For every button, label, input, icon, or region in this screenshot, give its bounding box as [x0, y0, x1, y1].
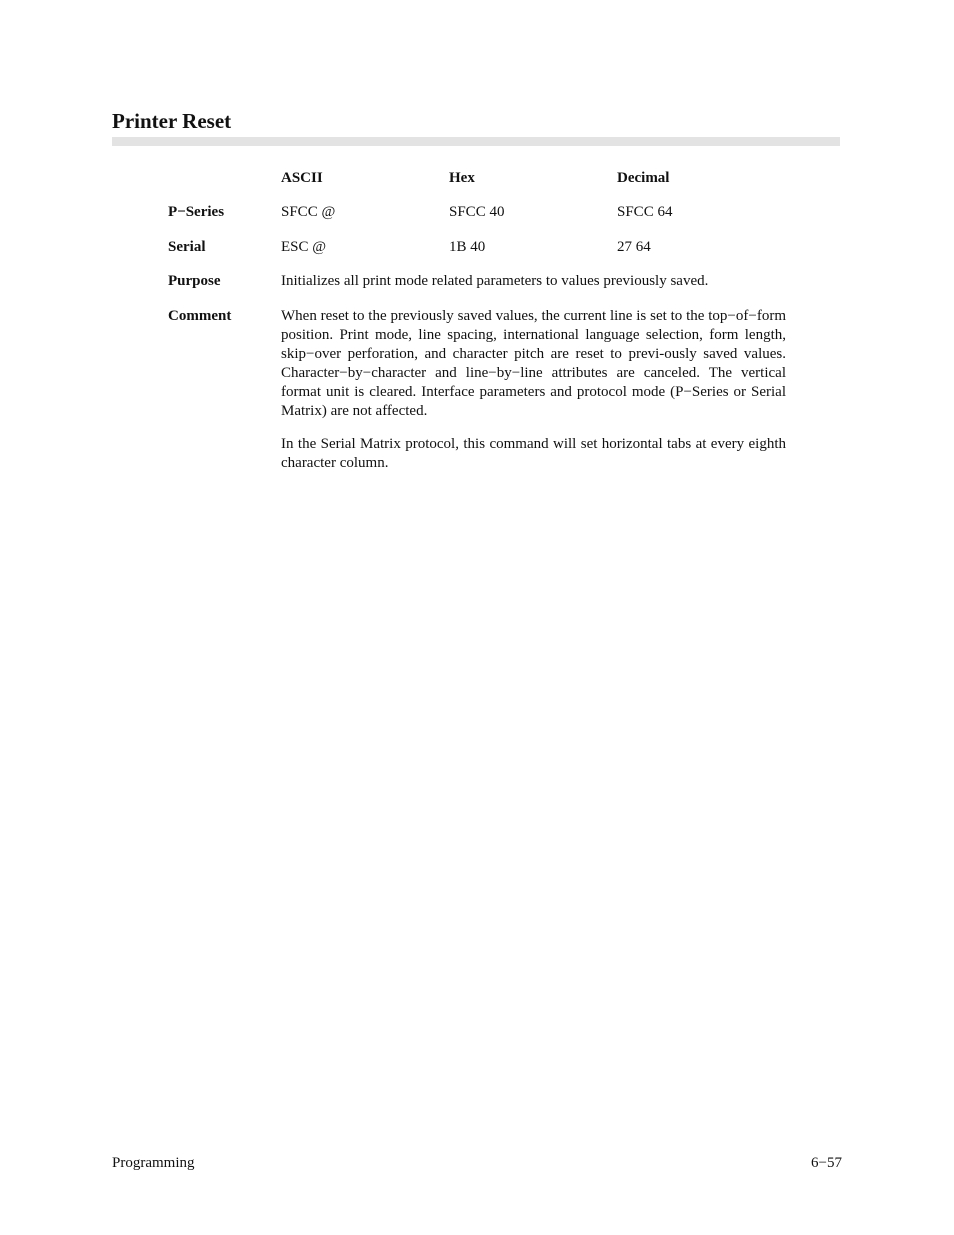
page-title: Printer Reset	[112, 109, 232, 133]
comment-paragraph-2: In the Serial Matrix protocol, this command will set horizontal tabs at every eighth character column.	[281, 436, 786, 471]
purpose-label: Purpose	[168, 273, 221, 289]
row-label-serial: Serial	[168, 239, 206, 255]
row-label-p-series: P−Series	[168, 204, 225, 220]
column-header-decimal: Decimal	[617, 170, 670, 186]
footer-page-number: 6−57	[811, 1155, 842, 1171]
column-header-hex: Hex	[449, 170, 475, 186]
footer-section-name: Programming	[112, 1155, 195, 1171]
title-rule	[112, 137, 840, 146]
p-series-decimal-value: SFCC 64	[617, 204, 673, 220]
purpose-text: Initializes all print mode related parameters to values previously saved.	[281, 273, 709, 289]
serial-hex-value: 1B 40	[449, 239, 486, 255]
serial-ascii-value: ESC @	[281, 239, 327, 255]
serial-decimal-value: 27 64	[617, 239, 651, 255]
p-series-ascii-value: SFCC @	[281, 204, 336, 220]
column-header-ascii: ASCII	[281, 170, 323, 186]
p-series-hex-value: SFCC 40	[449, 204, 505, 220]
comment-label: Comment	[168, 308, 232, 324]
comment-paragraph-1: When reset to the previously saved values, the current line is set to the top−of−form position. Print mode, line spacing, international language selection, form length, skip−over perforation, and character pitch are reset to previ-ously saved values. Character−by−character and line−by−line attributes are canceled. The vertical format unit is cleared. Interface parameters and protocol mode (P−Series or Serial Matrix) are not affected.	[281, 308, 786, 419]
